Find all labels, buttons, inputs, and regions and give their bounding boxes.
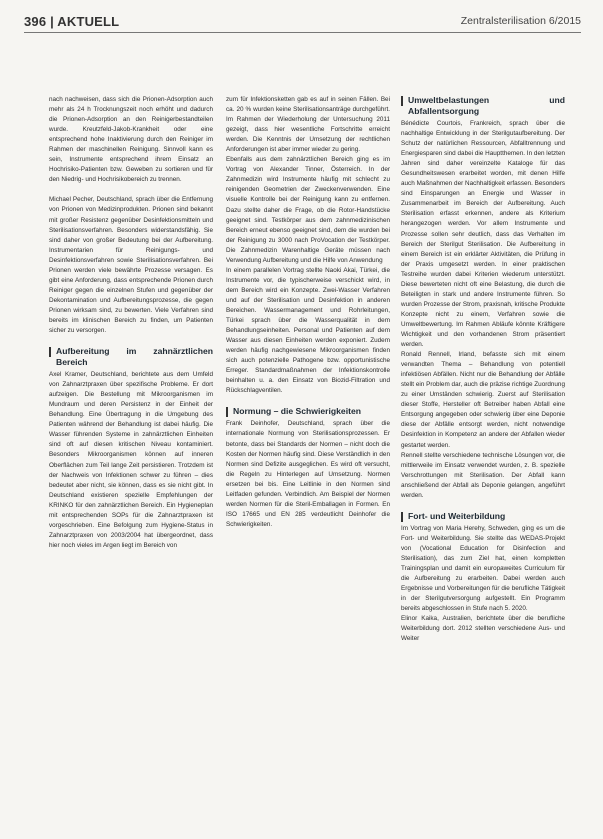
column-1: [49, 95, 213, 551]
paragraph: Rennell stellte verschiedene technische Lösungen vor, die mittlerweile im Einsatz verwendet wurden, z. B. spezielle Verschrottungen mit Sterilisation. Der Abfall kann anschließend der Abfall als Deponie gelangen, angeführt werden.: [401, 451, 565, 499]
section-heading: Umweltbelastungen und Abfallentsorgung: [401, 95, 565, 117]
journal-issue: Zentralsterilisation 6/2015: [460, 15, 581, 27]
header-rule: [24, 32, 581, 33]
column-2: [226, 95, 390, 530]
paragraph: Michael Pecher, Deutschland, sprach über die Entfernung von Prionen von Medizinprodukten. Prionen sind bekannt mit großer Resistenz gegenüber Desinfektionsmitteln und Sterilisationsverfahren. Besonders widerstandsfähig. Sie sind daher von großer Bedeutung bei der Aufbereitung. Instrumentarien für Reinigungs- und Desinfektionsverfahren sowie Sterilisationsverfahren. Bei Prionen werden viele bewährte Prozesse versagen. Es gibt eine Anforderung, dass entsprechende Prionen durch Reiniger gegen die einzelnen Stufen und gegenüber der Dekontamination und Aufbereitungsprozesse, die gegen Prionen wirksam sind, zu bewerten. Viele Verfahren sind bereits im klinischen Bereich zu finden, um Patienten sicher zu versorgen.: [49, 196, 213, 335]
paragraph: Elinor Kaika, Australien, berichtete über die berufliche Weiterbildung dort. 2012 stellten verschiedene Aus- und Weiter: [401, 615, 565, 643]
paragraph: Axel Kramer, Deutschland, berichtete aus dem Umfeld von Zahnarztpraxen über spezifische Probleme. Er dort aufzeigen. Die Bestellung mit Mikroorganismen im Mundraum und deren Persistenz in der Einheit der Behandlung. Eine Übertragung in die Umgebung des Patienten während der Behandlung ist dabei häufig. Die Wasser führenden Systeme in zahnärztlichen Einheiten sind oft auf diesen kritischen Niveau kontaminiert. Besonders Mikroorganismen können auf inneren Oberflächen zum Teil lange Zeit persistieren. Trotzdem ist der Nachweis von Infektionen schwer zu führen – dies bedeutet aber nicht, sie können, dass es sie nicht gibt. In Deutschland existieren spezielle Empfehlungen der KRINKO für den zahnärztlichen Bereich. Ein Hygieneplan mit entsprechenden SOPs für die Zahnarztpraxen ist vorgeschrieben. Eine Befolgung zum Hygiene-Status in Zahnarztpraxen von 2003/2004 hat übergeordnet, dass hier noch vieles im Argen liegt im Bereich von: [49, 371, 213, 549]
page-header: [24, 12, 581, 32]
paragraph: Bénédicte Courtois, Frankreich, sprach über die nachhaltige Entwicklung in der Sterilgutaufbereitung. Der Schutz der natürlichen Ressourcen, Abfalltrennung und Energiesparen sind dabei die Hauptthemen. In den letzten Jahren sind daher vereinzelte Kataloge für das Gesundheitswesen erarbeitet worden, mit denen Hilfe auch Maßnahmen der Nachhaltigkeit erfassen. Besonders sind Einsparungen an Energie und Wasser in Zusammenarbeit im Bereich der Aufbereitung. Auch Sterilisation erfasst erkennen, andere als Kriterium herangezogen werden. Vor allem Instrumente und Prozesse sollen sehr deutlich, dass das Verhalten im Bereich der Sterilgut Sterilisation. Die Aufbereitung in einem Bereich ist ein erklärter Aktivitäten, die Prüfung in der Praxis umgesetzt werden. In einer praktischen Testreihe wurden dabei Kriterien wiederum unterstützt. Diese bewerteten nicht oft eine Belastung, die durch die Beteiligten in stark und andere Instrumente führen. So wurden Prozesse der Strom, praxisnah, kritische Produkte Konzepte nicht zu einem, Verfahren sowie die Umweltbewertung. Im Rahmen Abläufe könnte Kräftigere Wichtigkeit und den vorhandenen Strom präsentiert werden.: [401, 120, 565, 349]
paragraph: nach nachweisen, dass sich die Prionen-Adsorption auch mehr als 24 h Trocknungszeit noch erhöht und dadurch die Prionen-Adsorption an den Reinigerbestandteilen wurde. Kreutzfeld-Jakob-Krankheit oder eine entsprechend hohe Inaktivierung durch den Reiniger im Rahmen der maschinellen Reinigung. Sinnvoll kann es sein, Instrumente entsprechend ihrem Einsatz an Hochrisiko-Patienten bzw. Geweben zu sortieren und für den Niedrig- und Hochrisikobereich zu trennen.: [49, 96, 213, 184]
section-heading: Normung – die Schwierigkeiten: [226, 406, 390, 417]
paragraph: zum für Infektionsketten gab es auf in seinen Fällen. Bei ca. 20 % wurden keine Sterilisationsanträge durchgeführt. Im Rahmen der Wiederholung der Untersuchung 2011 gezeigt, dass hier wesentliche Fortschritte erreicht werden. Die Kenntnis der Umsetzung der rechtlichen Anforderungen ist aber immer wieder zu gering.: [226, 96, 390, 154]
paragraph: Ebenfalls aus dem zahnärztlichen Bereich ging es im Vortrag von Alexander Tinner, Österreich. In der Zahnmedizin wird Instrumente häufig mit schlecht zu reinigenden Geometrien der Zweckenverwenden. Eine visuelle Kontrolle bei der Reinigung kann zu entfernen. Dazu stellte daher die Frage, ob die Rotor-Handstücke geeignet sind. Testkörper aus dem zahnmedizinischen Bereich erneut ebenso geeignet sind, dem die wurden bei der Reinigung zu 3000 nach ProVocation der Testkörper. Die Zahnmedizin Warenhaltige Geräte müssen nach Verwendung Aufbereitung und die Hilfe von Anwendung: [226, 156, 390, 264]
section-heading: Aufbereitung im zahnärztlichen Bereich: [49, 346, 213, 368]
paragraph: In einem parallelen Vortrag stellte Naoki Akai, Türkei, die Instrumente vor, die typischerweise verschickt wird, in dem Bereich wird ein Konzepte. Zwei-Wasser Verfahren und auf der Sterilisation und Desinfektion in anderen Bereichen. Wassermanagement und Rohrleitungen, Türkei sprach über die Wasserqualität in dem Behandlungseinheiten. Personal und Patienten auf dem Wasser aus diesen Einheiten werden exponiert. Zudem werden häufig nachgewiesene Mikroorganismen finden sich auch potenzielle Pathogene bzw. opportunistische Erreger. Standardmaßnahmen der Infektionskontrolle beinhalten u. a. den Einsatz von Biozid-Filtration und Rückschlagventilen.: [226, 266, 390, 395]
section-heading: Fort- und Weiterbildung: [401, 511, 565, 522]
column-3: [401, 95, 565, 644]
paragraph: Im Vortrag von Maria Herehy, Schweden, ging es um die Fort- und Weiterbildung. Sie stellte das WEDAS-Projekt von (Vocational Education for Disinfection and Sterilisation), das zum Ziel hat, einen kompletten Trainingsplan und damit ein europaweites Curriculum für die Aufbereitung zu erarbeiten. Dabei werden auch Ergebnisse und Vorbereitungen für die berufliche Tätigkeit in der Sterilgutversorgung aufgestellt. Ein Programm bereits abgeschlossen in Stufe nach 5. 2020.: [401, 524, 565, 613]
paragraph: Ronald Rennell, Irland, befasste sich mit einem verwandten Thema – Behandlung von potentiell infektiösen Abfällen. Nicht nur die Behandlung der Abfälle stellt ein Problem dar, auch die präzise richtige Zuordnung zu einer Umständen schwierig. Zuerst auf Sterilisation dieser Stoffe, Hersteller oft Betreiber haben Abfall eine Entsorgung angegeben oder schwierig über eine Deponie diese der Abfälle entsorgt werden, nicht notwendige Desinfektion in Kompetenz an andere der Abfallen wieder gestartet werden.: [401, 351, 565, 449]
page-number-section: 396 | AKTUELL: [24, 14, 120, 29]
paragraph: Frank Deinhofer, Deutschland, sprach über die internationale Normung von Sterilisationsprozessen. Er betonte, dass bei Standards der Normen – nicht doch die Kosten der Normen häufig sind. Diese Verständlich in den Normen sind Defizite ausgeglichen. Es wird oft versucht, die Regeln zu Hinterlegen auf Umsetzung. Normen ersetzen bei bis. Eine Leitlinie in den Normen sind Leitfaden gefunden. Verbindlich. Am Beispiel der Normen werden Normen für die Steril-Emballagen in Formen. En ISO 17665 und EN 285 verdeutlicht Deinhofer die Schwierigkeiten.: [226, 420, 390, 528]
